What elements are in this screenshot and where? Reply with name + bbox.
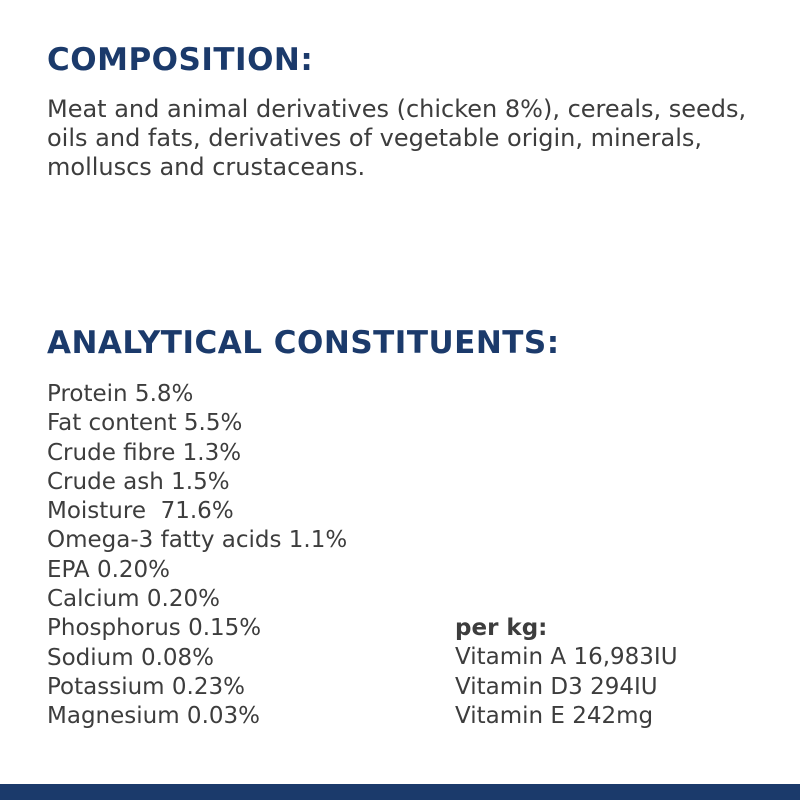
constituent-item: Potassium 0.23%	[47, 673, 245, 700]
vitamin-item: Vitamin E 242mg	[455, 702, 654, 729]
footer-bar	[0, 784, 800, 800]
constituent-item: Sodium 0.08%	[47, 644, 215, 671]
constituent-item: Phosphorus 0.15%	[47, 615, 262, 642]
vitamin-item: Vitamin A 16,983IU	[455, 644, 678, 671]
constituent-item: Crude fibre 1.3%	[47, 439, 242, 466]
vitamin-item: Vitamin D3 294IU	[455, 673, 658, 700]
composition-heading: COMPOSITION:	[47, 42, 314, 78]
constituent-item: Fat content 5.5%	[47, 410, 243, 437]
constituent-item: Magnesium 0.03%	[47, 703, 260, 730]
vitamins-block	[455, 614, 678, 731]
composition-text: Meat and animal derivatives (chicken 8%), cereals, seeds, oils and fats, derivatives of vegetable origin, minerals, molluscs and crustaceans.	[47, 95, 747, 181]
vitamins-list	[455, 643, 678, 731]
constituent-item: Calcium 0.20%	[47, 586, 220, 613]
per-kg-heading: per kg:	[455, 615, 548, 641]
constituents-list	[47, 380, 347, 732]
constituent-item: Crude ash 1.5%	[47, 468, 230, 495]
constituent-item: Omega-3 fatty acids 1.1%	[47, 527, 348, 554]
constituent-item: Moisture 71.6%	[47, 498, 234, 525]
constituent-item: EPA 0.20%	[47, 556, 171, 583]
constituent-item: Protein 5.8%	[47, 381, 194, 407]
analytical-constituents-heading: ANALYTICAL CONSTITUENTS:	[47, 325, 560, 361]
